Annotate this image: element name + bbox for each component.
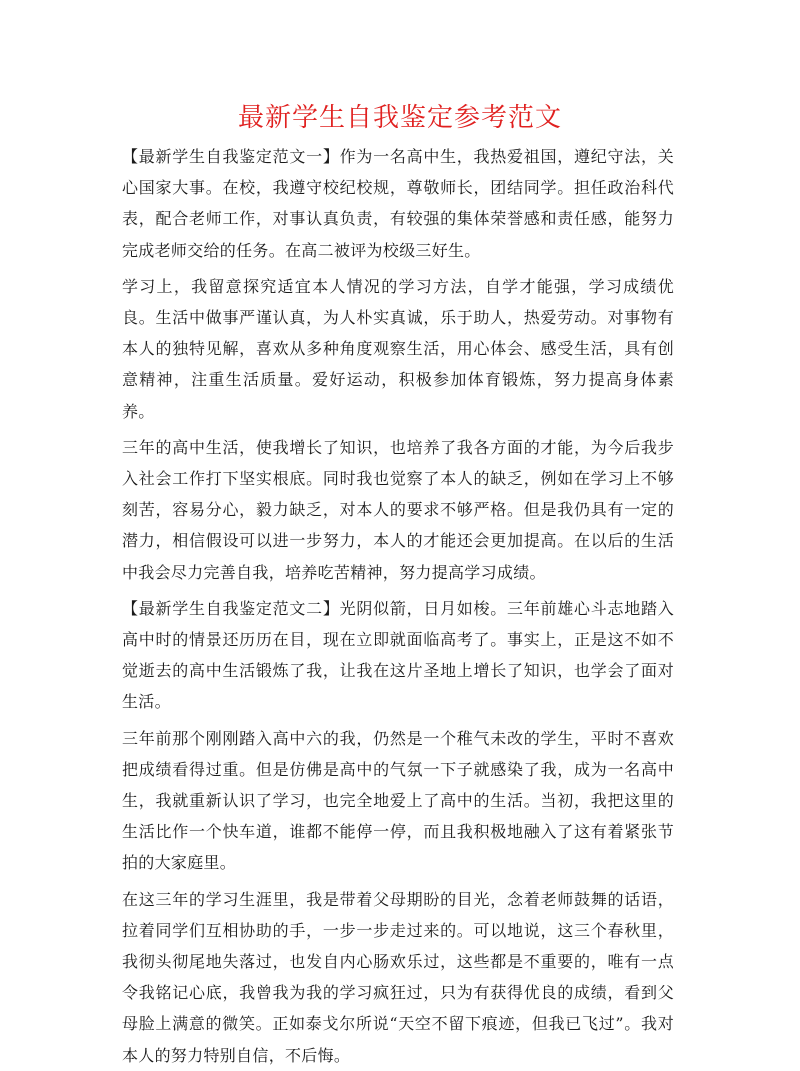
- paragraph-6: 在这三年的学习生涯里，我是带着父母期盼的目光，念着老师鼓舞的话语，拉着同学们互相协助的手，一步一步走过来的。可以地说，这三个春秋里，我彻头彻尾地失落过，也发自内心肠欢乐过，这些都是不重要的，唯有一点令我铭记心底，我曾我为我的学习疯狂过，只为有获得优良的成绩，看到父母脸上满意的微笑。正如泰戈尔所说“天空不留下痕迹，但我已飞过”。我对本人的努力特别自信，不后悔。: [122, 889, 674, 1065]
- paragraph-3: 三年的高中生活，使我增长了知识，也培养了我各方面的才能，为今后我步入社会工作打下坚实根底。同时我也觉察了本人的缺乏，例如在学习上不够刻苦，容易分心，毅力缺乏，对本人的要求不够严格。但是我仍具有一定的潜力，相信假设可以进一步努力，本人的才能还会更加提高。在以后的生活中我会尽力完善自我，培养吃苦精神，努力提高学习成绩。: [122, 437, 674, 582]
- document-body: [122, 141, 674, 1071]
- paragraph-5: 三年前那个刚刚踏入高中六的我，仍然是一个稚气未改的学生，平时不喜欢把成绩看得过重。但是仿佛是高中的气氛一下子就感染了我，成为一名高中生，我就重新认识了学习，也完全地爱上了高中的生活。当初，我把这里的生活比作一个快车道，谁都不能停一停，而且我积极地融入了这有着紧张节拍的大家庭里。: [122, 728, 674, 873]
- paragraph-4: 【最新学生自我鉴定范文二】光阴似箭，日月如梭。三年前雄心斗志地踏入高中时的情景还历历在目，现在立即就面临高考了。事实上，正是这不如不觉逝去的高中生活锻炼了我，让我在这片圣地上增长了知识，也学会了面对生活。: [122, 598, 674, 712]
- document-title: 最新学生自我鉴定参考范文: [237, 103, 562, 133]
- paragraph-1: 【最新学生自我鉴定范文一】作为一名高中生，我热爱祖国，遵纪守法，关心国家大事。在校，我遵守校纪校规，尊敬师长，团结同学。担任政治科代表，配合老师工作，对事认真负责，有较强的集体荣誉感和责任感，能努力完成老师交给的任务。在高二被评为校级三好生。: [122, 147, 674, 260]
- paragraph-2: 学习上，我留意探究适宜本人情况的学习方法，自学才能强，学习成绩优良。生活中做事严谨认真，为人朴实真诚，乐于助人，热爱劳动。对事物有本人的独特见解，喜欢从多种角度观察生活，用心体会、感受生活，具有创意精神，注重生活质量。爱好运动，积极参加体育锻炼，努力提高身体素养。: [122, 276, 674, 421]
